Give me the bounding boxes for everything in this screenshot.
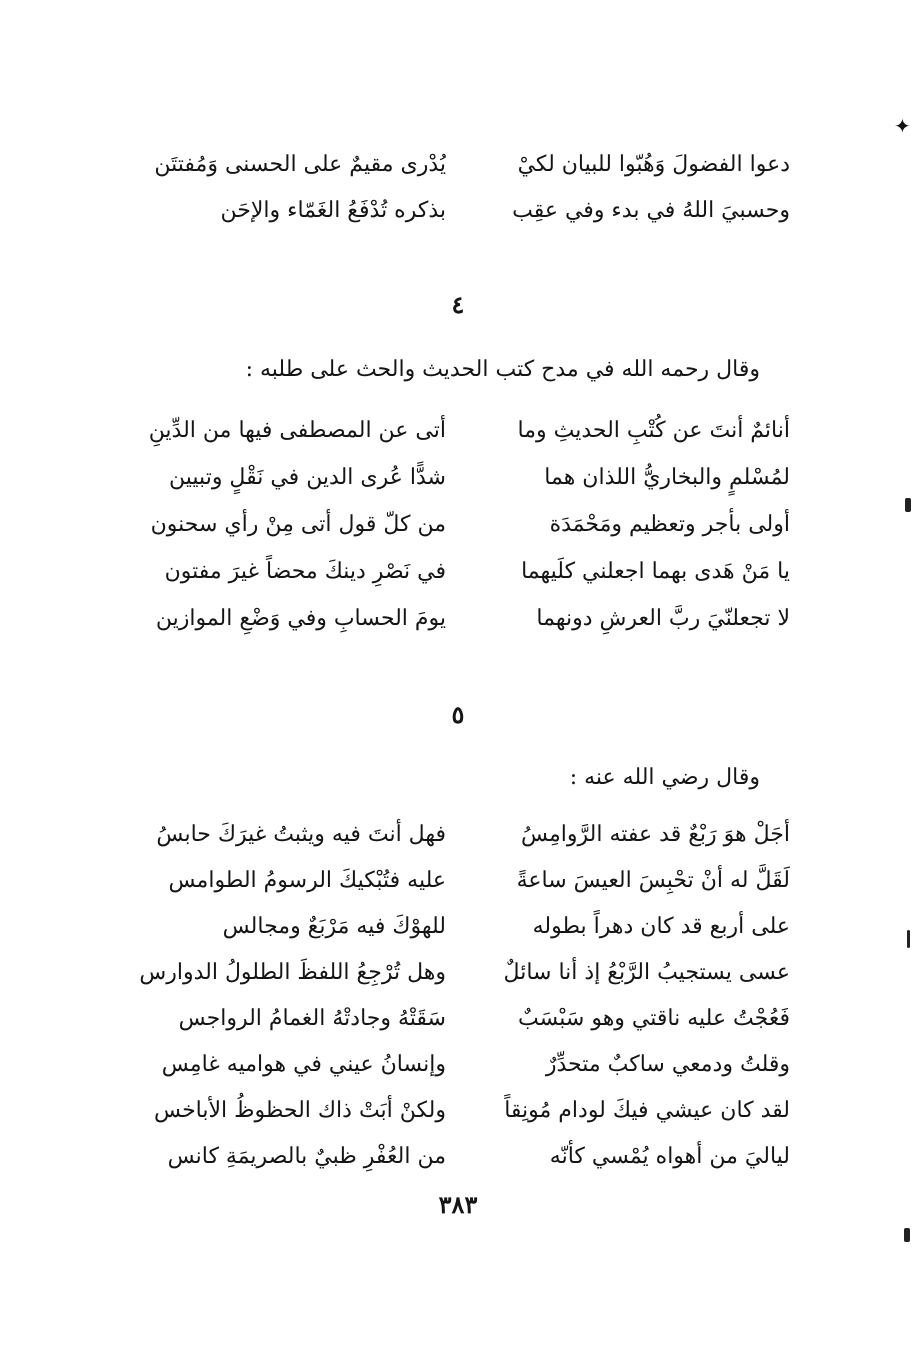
verse-second-hemistich: بذكره تُدْفَعُ الغَمّاء والإحَن [220,198,446,223]
verse-line [128,408,790,454]
section-intro: وقال رحمه الله في مدح كتب الحديث والحث على طلبه : [245,357,760,382]
verse-line [128,858,790,904]
verse-second-hemistich: من كلّ قول أتى مِنْ رأي سحنون [150,512,446,537]
verse-first-hemistich: لياليَ من أهواه يُمْسي كأنّه [549,1144,790,1169]
verse-first-hemistich: أجَلْ هوَ رَبْعٌ قد عفته الرَّوامِسُ [520,822,790,847]
verse-line [128,142,790,188]
margin-mark [907,930,910,948]
verse-second-hemistich: في نَصْرِ دينكَ محضاً غيرَ مفتون [164,559,446,584]
verse-first-hemistich: دعوا الفضولَ وَهُبّوا للبيان لكيْ [517,152,790,177]
verse-first-hemistich: لمُسْلمٍ والبخاريُّ اللذان هما [544,465,790,490]
section-intro: وقال رضي الله عنه : [569,765,760,790]
verse-second-hemistich: يومَ الحسابِ وفي وَضْعِ الموازين [155,606,446,631]
verse-second-hemistich: شدًّا عُرى الدين في نَقْلٍ وتبيين [169,465,446,490]
verse-second-hemistich: ولكنْ أبَتْ ذاك الحظوظُ الأباخس [154,1098,446,1123]
verse-second-hemistich: عليه فتُبْكيكَ الرسومُ الطوامس [168,868,446,893]
star-ornament-icon: ✦ [894,114,911,138]
verse-second-hemistich: للهوْكَ فيه مَرْبَعٌ ومجالس [222,914,446,939]
verse-first-hemistich: عسى يستجيبُ الرَّبْعُ إذ أنا سائلٌ [503,960,790,985]
verse-first-hemistich: يا مَنْ هَدى بهما اجعلني كلَيهما [521,559,790,584]
verse-second-hemistich: أتى عن المصطفى فيها من الدِّينِ [148,418,446,443]
verse-first-hemistich: على أربع قد كان دهراً بطوله [532,914,790,939]
verse-second-hemistich: وهل تُرْجِعُ اللفظَ الطلولُ الدوارس [139,960,446,985]
verse-line [128,904,790,950]
verse-line [128,455,790,501]
page-number: ٣٨٣ [438,1190,478,1219]
section-number: ٤ [451,290,465,319]
verse-line [128,1134,790,1180]
verse-line [128,812,790,858]
verse-first-hemistich: لا تجعلنّيَ ربَّ العرشِ دونهما [536,606,790,631]
verse-line [128,1042,790,1088]
verse-second-hemistich: يُدْرى مقيمٌ على الحسنى وَمُفتتَن [154,152,446,177]
verse-line [128,549,790,595]
verse-line [128,596,790,642]
verse-line [128,188,790,234]
verse-line [128,950,790,996]
verse-line [128,502,790,548]
verse-line [128,1088,790,1134]
verse-line [128,996,790,1042]
verse-first-hemistich: لقد كان عيشي فيكَ لودام مُونِقاً [504,1098,790,1123]
verse-first-hemistich: أنائمٌ أنتَ عن كُتْبِ الحديثِ وما [517,418,790,443]
verse-first-hemistich: فَعُجْتُ عليه ناقتي وهو سَبْسَبٌ [518,1006,790,1031]
verse-second-hemistich: وإنسانُ عيني في هواميه غامِس [161,1052,446,1077]
verse-first-hemistich: وقلتُ ودمعي ساكبٌ متحدِّرٌ [545,1052,790,1077]
verse-first-hemistich: وحسبيَ اللهُ في بدء وفي عقِب [512,198,790,223]
verse-first-hemistich: أولى بأجر وتعظيم ومَحْمَدَة [549,512,790,537]
verse-first-hemistich: لَقَلَّ له أنْ تحْبِسَ العيسَ ساعةً [516,868,790,893]
verse-second-hemistich: فهل أنتَ فيه ويثبتُ غيرَكَ حابسُ [156,822,446,847]
verse-second-hemistich: سَقَتْهُ وجادتْهُ الغمامُ الرواجس [178,1006,446,1031]
margin-mark [905,498,911,512]
section-number: ٥ [451,700,465,729]
verse-second-hemistich: من العُفْرِ ظبيٌ بالصريمَةِ كانس [167,1144,446,1169]
margin-mark [904,1228,910,1242]
